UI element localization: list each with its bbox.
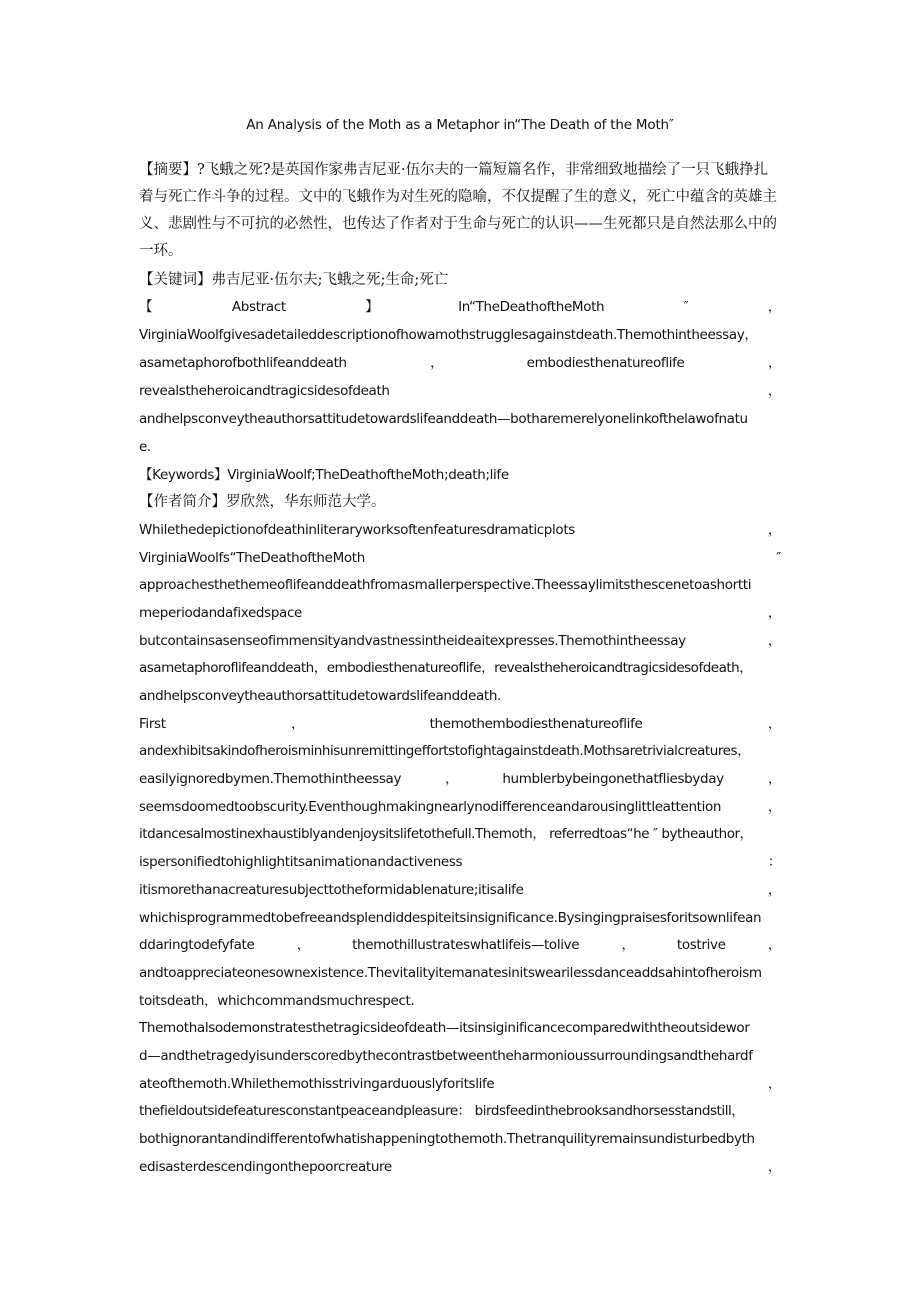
body-line [139,797,781,817]
keywords-zh-label: 【关键词】 [139,272,212,288]
text-segment: easilyignoredbymen.Themothintheessay [139,771,402,787]
comma: ， [291,716,305,732]
comma: ， [767,716,781,732]
keywords-zh [139,267,781,294]
body-line: itdancesalmostinexhaustiblyandenjoysitslifetothefull.Themoth， referredtoas“he ″ bytheauthor， [139,826,753,842]
text-segment: ispersonifiedtohighlightitsanimationandactiveness [139,854,463,870]
text-segment: VirginiaWoolfs“TheDeathoftheMoth [139,550,365,566]
comma: ， [767,299,781,315]
comma: ， [767,799,781,815]
text-segment: meperiodandafixedspace [139,605,302,621]
comma: ， [767,605,781,621]
quote-mark: ″ [776,550,781,566]
body-line [139,714,781,734]
body-line [139,1157,781,1177]
bracket-open: 【 [139,299,153,315]
text-segment: ateofthemoth.Whilethemothisstrivingarduouslyforitslife [139,1076,495,1092]
text-segment: First [139,716,166,732]
author-intro [139,492,386,512]
text-segment: humblerbybeingonethatfliesbyday [502,771,724,787]
body-line: whichisprogrammedtobefreeandsplendiddespiteitsinsignificance.Bysingingpraisesforitsownlifean [139,910,762,926]
abstract-en-line [139,353,781,373]
bracket-close: 】 [365,299,379,315]
body-line [139,548,781,568]
keywords-zh-text: 弗吉尼亚·伍尔夫;飞蛾之死;生命;死亡 [211,272,449,288]
comma: ， [445,771,459,787]
body-line [139,769,781,789]
text-segment: itismorethanacreaturesubjecttotheformidablenature;itisalife [139,882,524,898]
text-segment: tostrive [676,937,726,953]
abstract-en-text: In“TheDeathoftheMoth [458,299,605,315]
abstract-zh [139,157,781,265]
body-line [139,852,781,872]
comma: ， [767,633,781,649]
comma: ， [767,937,781,953]
body-line: toitsdeath，whichcommandsmuchrespect. [139,993,415,1009]
author-text: 罗欣然，华东师范大学。 [226,494,386,510]
body-line [139,1074,781,1094]
text-segment: asametaphorofbothlifeanddeath [139,355,347,371]
abstract-en-line: VirginiaWoolfgivesadetaileddescriptionofhowamothstrugglesagainstdeath.Themothintheessay， [139,327,758,343]
comma: ， [767,1159,781,1175]
comma: ， [296,937,310,953]
abstract-en-line [139,381,781,401]
body-line: Themothalsodemonstratesthetragicsideofdeath—itsinsiginificancecomparedwiththeoutsidewor [139,1020,750,1036]
keywords-en: 【Keywords】VirginiaWoolf;TheDeathoftheMoth;death;life [139,467,509,483]
body-line [139,935,781,955]
author-label: 【作者简介】 [139,494,226,510]
body-line [139,520,781,540]
body-line [139,603,781,623]
body-line [139,880,781,900]
text-segment: butcontainsasenseofimmensityandvastnessintheideaitexpresses.Themothintheessay [139,633,686,649]
text-segment: ddaringtodefyfate [139,937,255,953]
abstract-zh-label: 【摘要】 [139,162,197,178]
comma: ， [767,522,781,538]
text-segment: edisasterdescendingonthepoorcreature [139,1159,392,1175]
text-segment: Whilethedepictionofdeathinliteraryworksoftenfeaturesdramaticplots [139,522,575,538]
comma: ， [767,1076,781,1092]
comma: ， [430,355,444,371]
colon: ： [767,854,781,870]
body-line: andtoappreciateonesownexistence.Thevitalityitemanatesinitswearilessdanceaddsahintofheroism [139,965,762,981]
comma: ， [767,882,781,898]
body-line: asametaphoroflifeanddeath，embodiesthenatureoflife，revealstheheroicandtragicsidesofdeath， [139,660,753,676]
comma: ， [767,771,781,787]
body-line: d—andthetragedyisunderscoredbythecontrastbetweentheharmonioussurroundingsandthehardf [139,1048,753,1064]
abstract-en-line: e. [139,439,151,455]
body-line: andhelpsconveytheauthorsattitudetowardslifeanddeath. [139,688,501,704]
comma: ， [767,355,781,371]
body-line [139,631,781,651]
text-segment: themothembodiesthenatureoflife [429,716,643,732]
body-line: bothignorantandindifferentofwhatishappeningtothemoth.Thetranquilityremainsundisturbedbyth [139,1131,755,1147]
comma: ， [767,383,781,399]
abstract-zh-text: ?飞蛾之死?是英国作家弗吉尼亚·伍尔夫的一篇短篇名作，非常细致地描绘了一只飞蛾挣扎着与死亡作斗争的过程。文中的飞蛾作为对生死的隐喻，不仅提醒了生的意义，死亡中蕴含的英雄主义、悲剧性与不可抗的必然性，也传达了作者对于生命与死亡的认识——生死都只是自然法那么中的一环。 [139,162,777,259]
quote-mark: ″ [683,299,689,315]
abstract-en-line: andhelpsconveytheauthorsattitudetowardslifeanddeath—botharemerelyonelinkofthelawofnatu [139,411,748,427]
body-line: thefieldoutsidefeaturesconstantpeaceandpleasure： birdsfeedinthebrooksandhorsesstandstill， [139,1103,745,1119]
body-line: andexhibitsakindofheroisminhisunremittingeffortstofightagainstdeath.Mothsaretrivialcreatures， [139,743,751,759]
document-title: An Analysis of the Moth as a Metaphor in“The Death of the Moth″ [246,117,674,133]
abstract-en-label: Abstract [231,299,286,315]
text-segment: themothillustrateswhatlifeis—tolive [352,937,580,953]
text-segment: embodiesthenatureoflife [526,355,685,371]
comma: ， [621,937,635,953]
text-segment: revealstheheroicandtragicsidesofdeath [139,383,390,399]
abstract-en-line [139,297,781,317]
body-line: approachesthethemeoflifeanddeathfromasmallerperspective.Theessaylimitsthescenetoashortti [139,577,752,593]
text-segment: seemsdoomedtoobscurity.Eventhoughmakingnearlynodifferenceandarousinglittleattention [139,799,722,815]
